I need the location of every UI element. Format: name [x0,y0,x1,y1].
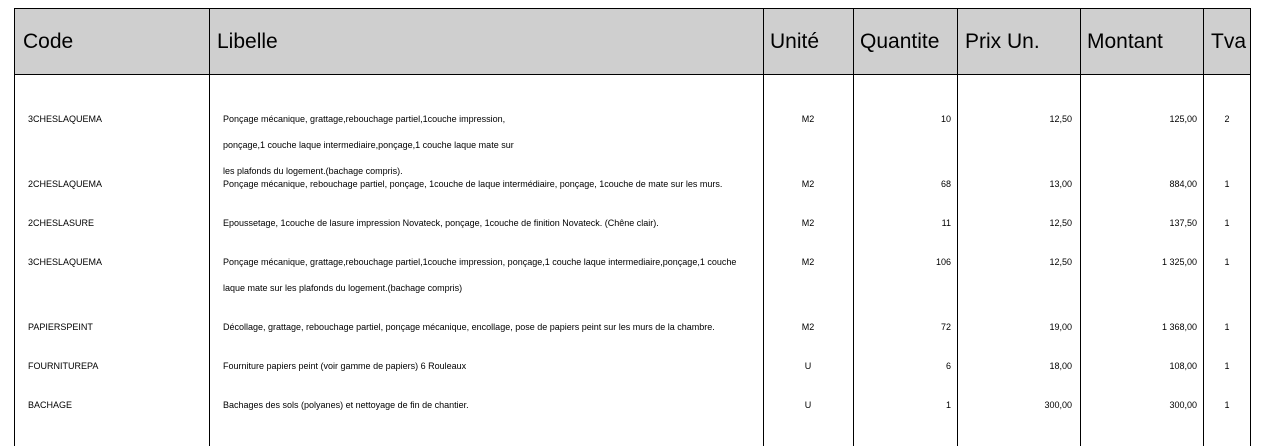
cell-montant: 108,00 [1169,361,1197,371]
column-divider [853,9,854,446]
column-divider [209,9,210,446]
cell-tva: 1 [1224,179,1230,189]
cell-montant: 300,00 [1169,400,1197,410]
cell-montant: 1 325,00 [1161,257,1197,267]
table-header [15,9,1250,75]
header-montant: Montant [1087,30,1163,53]
cell-libelle: Ponçage mécanique, rebouchage partiel, ponçage, 1couche de laque intermédiaire, ponçage, 1couche de mate sur les murs. [223,179,723,189]
invoice-table [14,8,1251,446]
cell-prix: 19,00 [1049,322,1072,332]
cell-prix: 12,50 [1049,114,1072,124]
cell-montant: 1 368,00 [1161,322,1197,332]
cell-code: FOURNITUREPA [28,361,99,371]
cell-code: 3CHESLAQUEMA [28,114,103,124]
cell-code: 2CHESLASURE [28,218,95,228]
header-quantite: Quantite [860,30,940,53]
cell-code: BACHAGE [28,400,73,410]
cell-unite: M2 [801,114,815,124]
cell-unite: M2 [801,179,815,189]
cell-libelle: Bachages des sols (polyanes) et nettoyage de fin de chantier. [223,400,469,410]
column-divider [1080,9,1081,446]
header-code: Code [23,30,74,53]
cell-libelle: Décollage, grattage, rebouchage partiel, ponçage mécanique, encollage, pose de papiers peint sur les murs de la chambre. [223,322,715,332]
cell-prix: 300,00 [1044,400,1072,410]
cell-prix: 12,50 [1049,218,1072,228]
cell-tva: 1 [1224,400,1230,410]
cell-tva: 1 [1224,257,1230,267]
header-unite: Unité [770,30,820,53]
column-divider [763,9,764,446]
cell-quantite: 1 [945,400,951,410]
column-divider [1203,9,1204,446]
cell-quantite: 106 [935,257,951,267]
cell-quantite: 68 [940,179,951,189]
cell-code: 2CHESLAQUEMA [28,179,103,189]
cell-unite: M2 [801,257,815,267]
cell-quantite: 11 [941,218,951,228]
cell-libelle: Fourniture papiers peint (voir gamme de papiers) 6 Rouleaux [223,361,467,371]
cell-quantite: 72 [940,322,951,332]
cell-unite: U [804,400,812,410]
cell-prix: 18,00 [1049,361,1072,371]
cell-code: PAPIERSPEINT [28,322,93,332]
cell-tva: 2 [1224,114,1230,124]
cell-unite: M2 [801,322,815,332]
cell-montant: 125,00 [1169,114,1197,124]
column-divider [957,9,958,446]
cell-libelle: Ponçage mécanique, grattage,rebouchage partiel,1couche impression, ponçage,1 couche laque intermediaire,ponçage,1 couche laque mate sur les plafonds du logement.(bachage compris). [223,114,514,176]
cell-libelle: Ponçage mécanique, grattage,rebouchage partiel,1couche impression, ponçage,1 couche laque intermediaire,ponçage,1 couche laque mate sur les plafonds du logement.(bachage compris) [223,257,737,293]
header-prix: Prix Un. [965,30,1040,53]
cell-quantite: 10 [940,114,951,124]
cell-quantite: 6 [945,361,951,371]
cell-unite: M2 [801,218,815,228]
cell-montant: 137,50 [1169,218,1197,228]
header-libelle: Libelle [217,30,278,53]
cell-tva: 1 [1224,322,1230,332]
cell-prix: 13,00 [1049,179,1072,189]
header-tva: Tva [1211,30,1247,53]
cell-libelle: Epoussetage, 1couche de lasure impression Novateck, ponçage, 1couche de finition Novateck. (Chêne clair). [223,218,659,228]
cell-unite: U [804,361,812,371]
cell-montant: 884,00 [1169,179,1197,189]
cell-code: 3CHESLAQUEMA [28,257,103,267]
cell-tva: 1 [1224,218,1230,228]
cell-tva: 1 [1224,361,1230,371]
cell-prix: 12,50 [1049,257,1072,267]
